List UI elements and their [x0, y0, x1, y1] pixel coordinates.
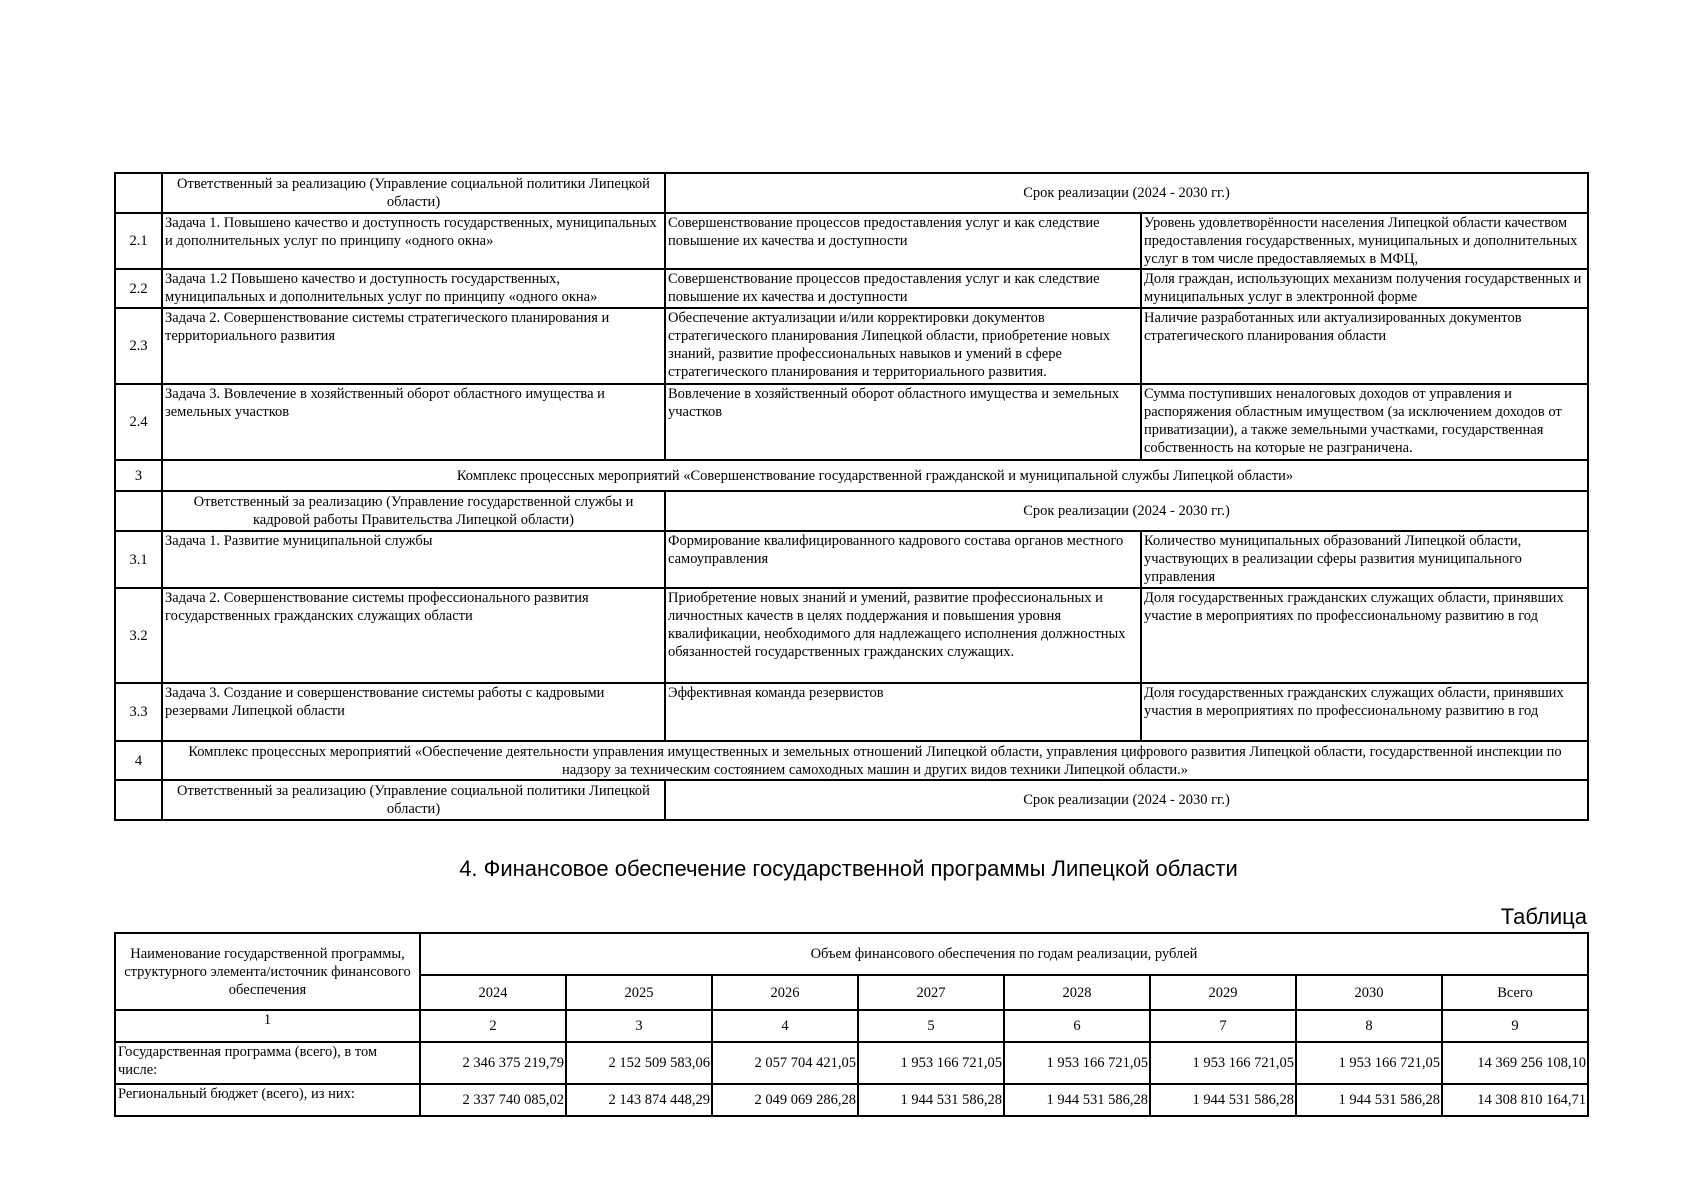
- task-row: [115, 531, 1588, 588]
- effect-cell: Совершенствование процессов предоставления услуг и как следствие повышение их качества и доступности: [665, 269, 1141, 308]
- total-header: Всего: [1442, 975, 1588, 1010]
- finance-value: 2 143 874 448,29: [566, 1084, 712, 1116]
- finance-value: 1 953 166 721,05: [858, 1042, 1004, 1084]
- task-row: [115, 683, 1588, 741]
- effect-cell: Эффективная команда резервистов: [665, 683, 1141, 741]
- year-header: 2029: [1150, 975, 1296, 1010]
- complex-row: [115, 460, 1588, 491]
- complex-row: [115, 741, 1588, 780]
- name-header: Наименование государственной программы, структурного элемента/источник финансового обеспечения: [115, 933, 420, 1010]
- finance-value: 2 346 375 219,79: [420, 1042, 566, 1084]
- finance-header-row: [115, 933, 1588, 975]
- column-number: 5: [858, 1010, 1004, 1042]
- effect-cell: Обеспечение актуализации и/или корректировки документов стратегического планирования Липецкой области, приобретение новых знаний, развитие профессиональных навыков и умений в сфере стратегического планирования и территориального развития.: [665, 308, 1141, 384]
- finance-value: 2 337 740 085,02: [420, 1084, 566, 1116]
- indicator-cell: Доля государственных гражданских служащих области, принявших участия в мероприятиях по профессиональному развитию в год: [1141, 683, 1588, 741]
- task-row: [115, 588, 1588, 683]
- column-number: 9: [1442, 1010, 1588, 1042]
- period-cell: Срок реализации (2024 - 2030 гг.): [665, 173, 1588, 213]
- column-number: 8: [1296, 1010, 1442, 1042]
- task-row: [115, 384, 1588, 460]
- effect-cell: Совершенствование процессов предоставления услуг и как следствие повышение их качества и доступности: [665, 213, 1141, 269]
- indicator-cell: Доля государственных гражданских служащих области, принявших участие в мероприятиях по профессиональному развитию в год: [1141, 588, 1588, 683]
- num-cell: [115, 173, 162, 213]
- responsible-cell: Ответственный за реализацию (Управление государственной службы и кадровой работы Правительства Липецкой области): [162, 491, 665, 531]
- indicator-cell: Сумма поступивших неналоговых доходов от управления и распоряжения областным имуществом (за исключением доходов от приватизации), а также земельными участками, государственная собственность на которые не разграничена.: [1141, 384, 1588, 460]
- effect-cell: Приобретение новых знаний и умений, развитие профессиональных и личностных качеств в целях поддержания и повышения уровня квалификации, необходимого для надлежащего исполнения должностных обязанностей государственных гражданских служащих.: [665, 588, 1141, 683]
- finance-value: 1 944 531 586,28: [1296, 1084, 1442, 1116]
- column-number: 3: [566, 1010, 712, 1042]
- num-cell: [115, 780, 162, 820]
- num-cell: 3.2: [115, 588, 162, 683]
- finance-value: 1 944 531 586,28: [1004, 1084, 1150, 1116]
- finance-value: 1 953 166 721,05: [1296, 1042, 1442, 1084]
- complex-title: Комплекс процессных мероприятий «Обеспечение деятельности управления имущественных и земельных отношений Липецкой области, управления цифрового развития Липецкой области, государственной инспекции по надзору за техническим состоянием самоходных машин и других видов техники Липецкой области.»: [162, 741, 1588, 780]
- num-cell: 4: [115, 741, 162, 780]
- finance-row-name: Государственная программа (всего), в том числе:: [115, 1042, 420, 1084]
- task-row: [115, 213, 1588, 269]
- task-cell: Задача 2. Совершенствование системы профессионального развития государственных гражданских служащих области: [162, 588, 665, 683]
- column-number: 6: [1004, 1010, 1150, 1042]
- num-cell: 2.1: [115, 213, 162, 269]
- finance-row: [115, 1042, 1588, 1084]
- responsible-cell: Ответственный за реализацию (Управление социальной политики Липецкой области): [162, 780, 665, 820]
- period-cell: Срок реализации (2024 - 2030 гг.): [665, 780, 1588, 820]
- finance-value: 1 953 166 721,05: [1004, 1042, 1150, 1084]
- year-header: 2028: [1004, 975, 1150, 1010]
- finance-row: [115, 1084, 1588, 1116]
- task-row: [115, 308, 1588, 384]
- column-number: 7: [1150, 1010, 1296, 1042]
- indicator-cell: Доля граждан, использующих механизм получения государственных и муниципальных услуг в электронной форме: [1141, 269, 1588, 308]
- column-number: 1: [115, 1010, 420, 1042]
- column-number: 2: [420, 1010, 566, 1042]
- indicator-cell: Количество муниципальных образований Липецкой области, участвующих в реализации сферы развития муниципального управления: [1141, 531, 1588, 588]
- num-cell: 3.3: [115, 683, 162, 741]
- responsible-row: [115, 780, 1588, 820]
- num-cell: 2.3: [115, 308, 162, 384]
- finance-value: 2 152 509 583,06: [566, 1042, 712, 1084]
- finance-table: [114, 932, 1589, 1117]
- year-header: 2025: [566, 975, 712, 1010]
- year-header: 2030: [1296, 975, 1442, 1010]
- responsible-cell: Ответственный за реализацию (Управление социальной политики Липецкой области): [162, 173, 665, 213]
- finance-value: 1 953 166 721,05: [1150, 1042, 1296, 1084]
- indicator-cell: Уровень удовлетворённости населения Липецкой области качеством предоставления государственных, муниципальных и дополнительных услуг в том числе предоставляемых в МФЦ,: [1141, 213, 1588, 269]
- complex-title: Комплекс процессных мероприятий «Совершенствование государственной гражданской и муниципальной службы Липецкой области»: [162, 460, 1588, 491]
- finance-value: 2 057 704 421,05: [712, 1042, 858, 1084]
- task-row: [115, 269, 1588, 308]
- finance-value: 1 944 531 586,28: [858, 1084, 1004, 1116]
- period-cell: Срок реализации (2024 - 2030 гг.): [665, 491, 1588, 531]
- num-cell: 3.1: [115, 531, 162, 588]
- responsible-row: [115, 173, 1588, 213]
- responsible-row: [115, 491, 1588, 531]
- year-header: 2024: [420, 975, 566, 1010]
- volume-header: Объем финансового обеспечения по годам реализации, рублей: [420, 933, 1588, 975]
- finance-value: 2 049 069 286,28: [712, 1084, 858, 1116]
- finance-total: 14 369 256 108,10: [1442, 1042, 1588, 1084]
- year-header: 2027: [858, 975, 1004, 1010]
- indicator-cell: Наличие разработанных или актуализированных документов стратегического планирования области: [1141, 308, 1588, 384]
- tasks-table: [114, 172, 1589, 821]
- finance-row-name: Региональный бюджет (всего), из них:: [115, 1084, 420, 1116]
- task-cell: Задача 3. Вовлечение в хозяйственный оборот областного имущества и земельных участков: [162, 384, 665, 460]
- column-number: 4: [712, 1010, 858, 1042]
- task-cell: Задача 1.2 Повышено качество и доступность государственных, муниципальных и дополнительных услуг по принципу «одного окна»: [162, 269, 665, 308]
- task-cell: Задача 1. Развитие муниципальной службы: [162, 531, 665, 588]
- num-cell: 2.2: [115, 269, 162, 308]
- effect-cell: Вовлечение в хозяйственный оборот областного имущества и земельных участков: [665, 384, 1141, 460]
- task-cell: Задача 2. Совершенствование системы стратегического планирования и территориального развития: [162, 308, 665, 384]
- effect-cell: Формирование квалифицированного кадрового состава органов местного самоуправления: [665, 531, 1141, 588]
- column-numbers-row: [115, 1010, 1588, 1042]
- section-title: 4. Финансовое обеспечение государственной программы Липецкой области: [459, 856, 1238, 881]
- year-header: 2026: [712, 975, 858, 1010]
- task-cell: Задача 3. Создание и совершенствование системы работы с кадровыми резервами Липецкой области: [162, 683, 665, 741]
- task-cell: Задача 1. Повышено качество и доступность государственных, муниципальных и дополнительных услуг по принципу «одного окна»: [162, 213, 665, 269]
- finance-total: 14 308 810 164,71: [1442, 1084, 1588, 1116]
- num-cell: 3: [115, 460, 162, 491]
- num-cell: 2.4: [115, 384, 162, 460]
- finance-value: 1 944 531 586,28: [1150, 1084, 1296, 1116]
- table-caption: Таблица: [1500, 904, 1587, 929]
- num-cell: [115, 491, 162, 531]
